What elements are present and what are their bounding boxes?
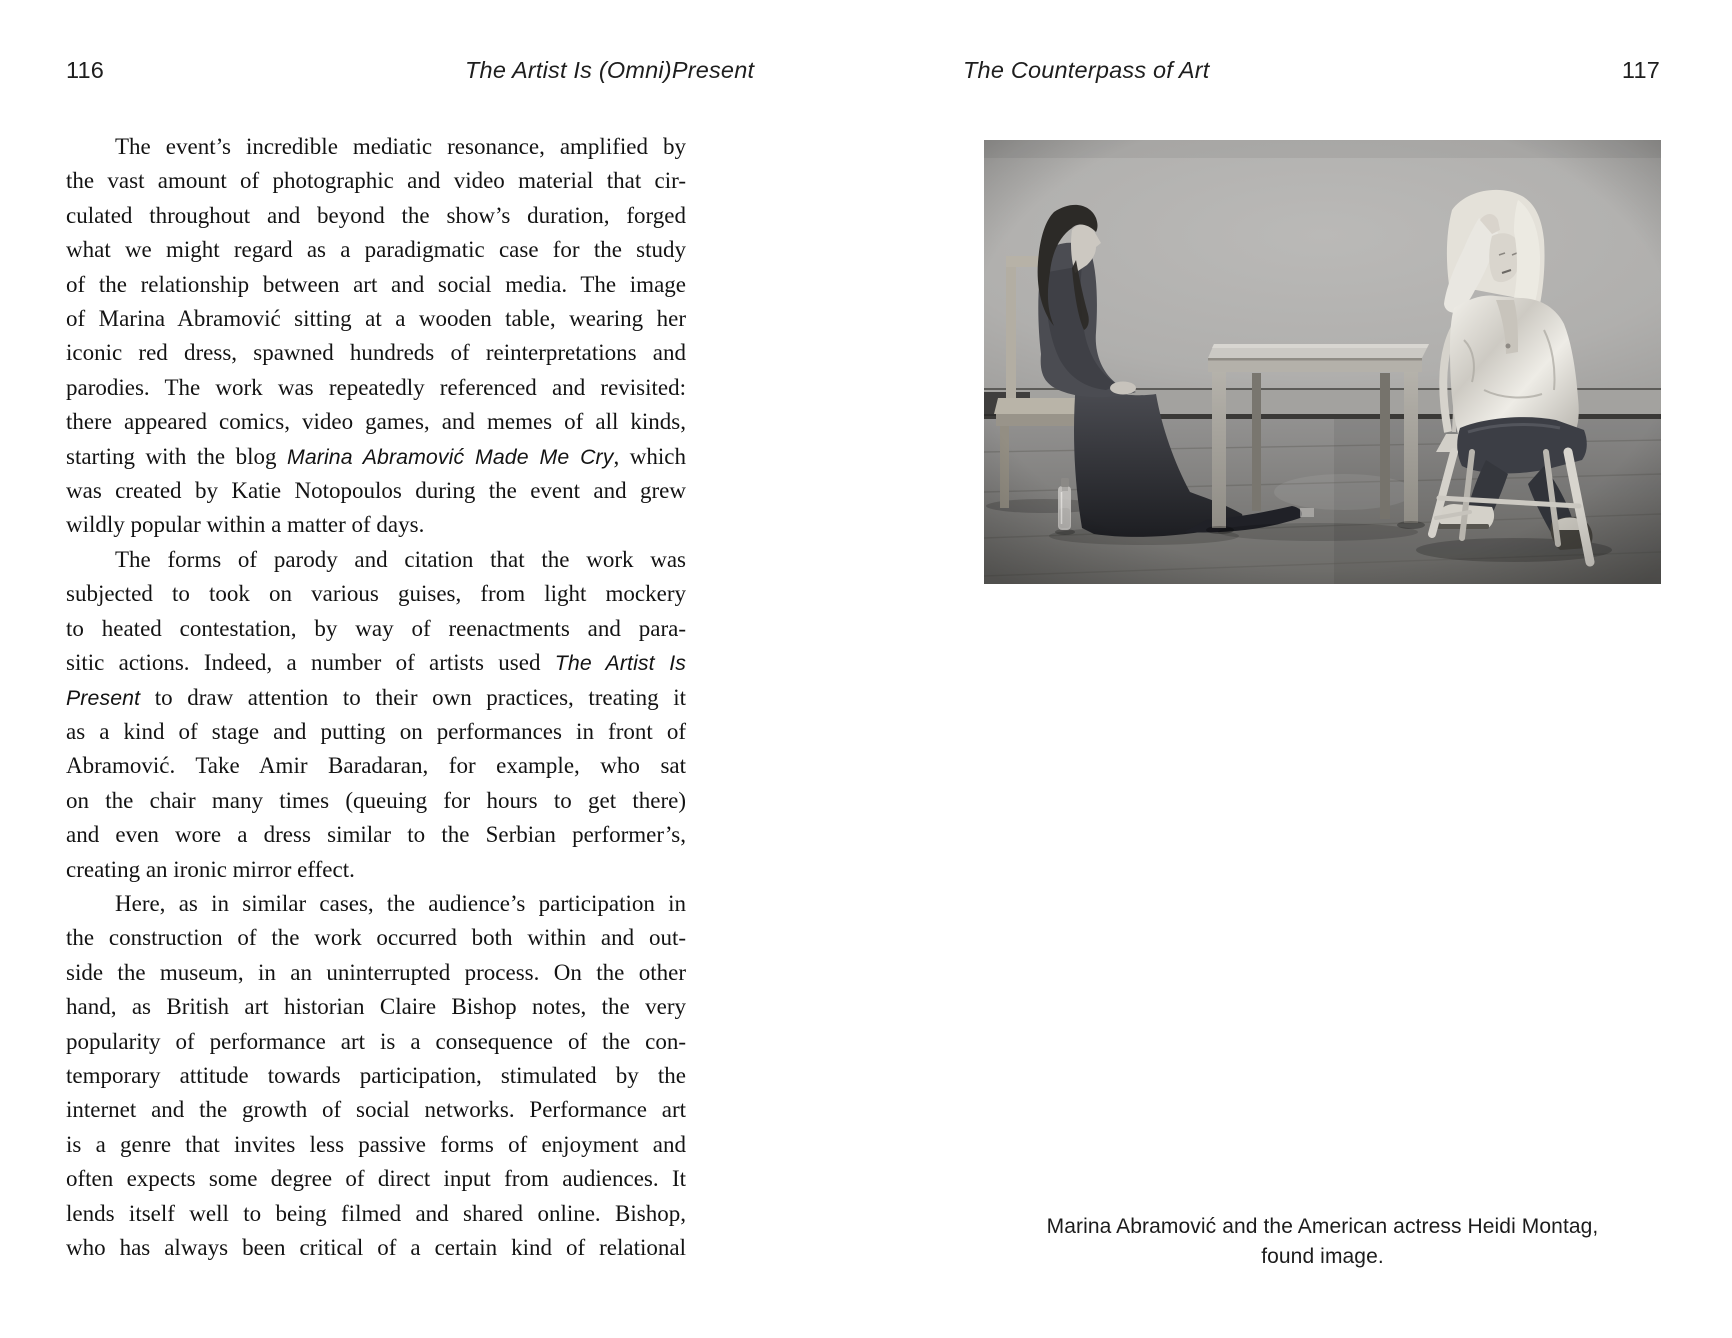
body-line: creating an ironic mirror effect. — [66, 856, 355, 882]
body-line: of the relationship between art and social media. The image — [66, 271, 686, 297]
body-line: and even wore a dress similar to the Serbian performer’s, — [66, 822, 686, 848]
body-line: Abramović. Take Amir Baradaran, for example, who sat — [66, 753, 686, 779]
body-line: the construction of the work occurred both within and out- — [66, 925, 686, 951]
photo-caption — [984, 1212, 1661, 1272]
photo-artist-is-present — [984, 140, 1661, 584]
body-line: The event’s incredible mediatic resonance, amplified by — [115, 134, 686, 159]
body-line: starting with the blog Marina Abramović Made Me Cry, which — [66, 443, 686, 469]
body-line: as a kind of stage and putting on performances in front of — [66, 718, 686, 744]
body-line: sitic actions. Indeed, a number of artists used The Artist Is — [66, 650, 687, 676]
body-line: Present to draw attention to their own practices, treating it — [66, 684, 686, 710]
body-line: iconic red dress, spawned hundreds of reinterpretations and — [66, 340, 686, 366]
body-line: subjected to took on various guises, from light mockery — [66, 581, 686, 607]
left-running-header: The Artist Is (Omni)Present — [465, 57, 755, 83]
left-page-number: 116 — [66, 57, 105, 83]
body-line: was created by Katie Notopoulos during the event and grew — [66, 478, 686, 504]
body-text — [66, 130, 686, 1265]
body-line: popularity of performance art is a consequence of the con- — [66, 1028, 686, 1054]
right-running-header: The Counterpass of Art — [963, 57, 1210, 83]
body-line: the vast amount of photographic and video material that cir- — [66, 168, 686, 194]
photo-vignette — [984, 140, 1661, 584]
body-line: hand, as British art historian Claire Bishop notes, the very — [66, 994, 686, 1020]
right-page-number: 117 — [1621, 57, 1660, 83]
body-line: lends itself well to being filmed and shared online. Bishop, — [66, 1200, 686, 1226]
body-line: of Marina Abramović sitting at a wooden table, wearing her — [66, 306, 686, 332]
body-line: there appeared comics, video games, and memes of all kinds, — [66, 409, 686, 435]
body-line: wildly popular within a matter of days. — [66, 512, 425, 538]
body-line: parodies. The work was repeatedly referenced and revisited: — [66, 374, 686, 400]
body-line: culated throughout and beyond the show’s duration, forged — [66, 202, 686, 228]
body-line: who has always been critical of a certain kind of relational — [66, 1235, 686, 1260]
body-line: on the chair many times (queuing for hours to get there) — [66, 787, 686, 813]
body-line: internet and the growth of social networks. Performance art — [66, 1097, 686, 1123]
body-line: temporary attitude towards participation, stimulated by the — [66, 1062, 686, 1088]
body-line: to heated contestation, by way of reenactments and para- — [66, 615, 686, 641]
body-line: what we might regard as a paradigmatic case for the study — [66, 237, 686, 263]
caption-line-2: found image. — [1261, 1245, 1384, 1268]
body-line: is a genre that invites less passive forms of enjoyment and — [66, 1131, 686, 1157]
body-line: side the museum, in an uninterrupted process. On the other — [66, 959, 686, 985]
body-line: The forms of parody and citation that the work was — [115, 546, 686, 572]
body-line: Here, as in similar cases, the audience’s participation in — [115, 890, 686, 916]
body-line: often expects some degree of direct input from audiences. It — [66, 1166, 686, 1192]
caption-line-1: Marina Abramović and the American actress Heidi Montag, — [1046, 1215, 1599, 1238]
